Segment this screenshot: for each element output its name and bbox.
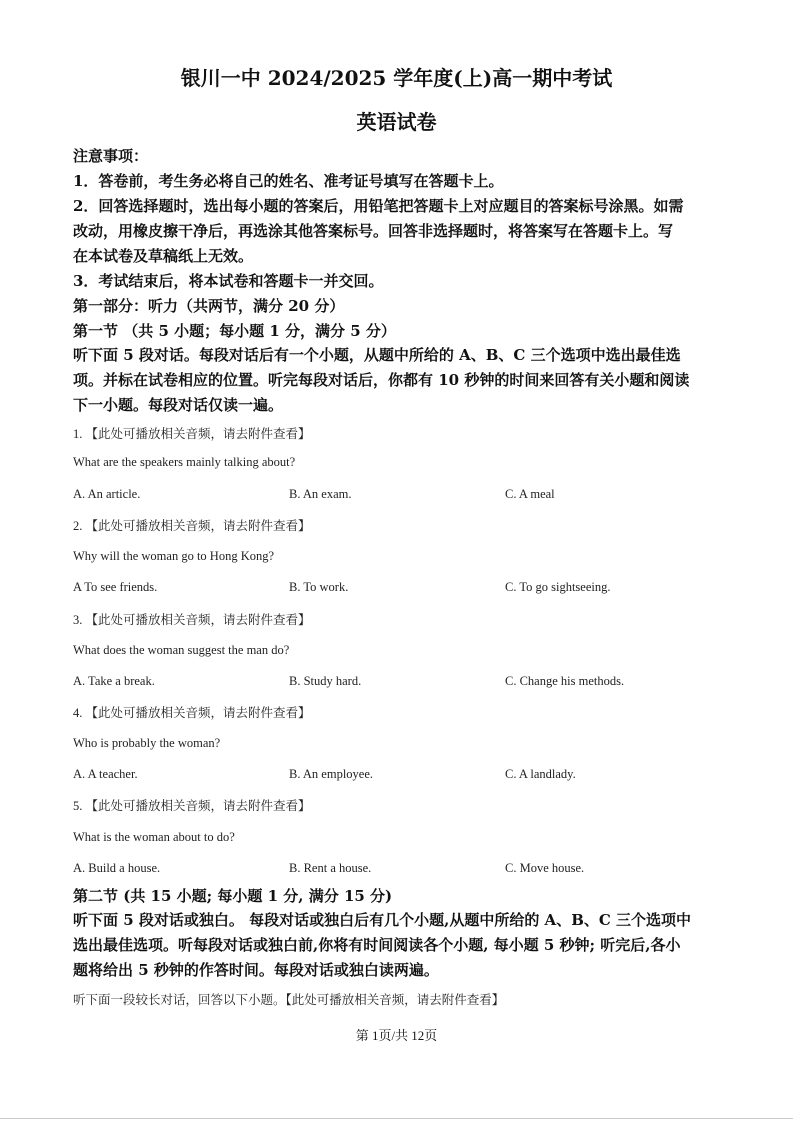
option-b[interactable]: B. An exam.	[289, 487, 352, 501]
question-text: Why will the woman go to Hong Kong?	[73, 549, 275, 563]
notes-line: 改动，用橡皮擦干净后，再选涂其他答案标号。回答非选择题时，将答案写在答题卡上。写	[73, 222, 674, 240]
option-a[interactable]: A. A teacher.	[73, 767, 138, 781]
option-b[interactable]: B. An employee.	[289, 767, 374, 781]
audio-placeholder[interactable]: 4. 【此处可播放相关音频，请去附件查看】	[73, 706, 311, 720]
notes-line: 在本试卷及草稿纸上无效。	[73, 247, 254, 265]
option-a[interactable]: A. Take a break.	[73, 674, 155, 688]
option-c[interactable]: C. Move house.	[505, 861, 585, 875]
option-c[interactable]: C. To go sightseeing.	[505, 580, 611, 594]
section2-heading: 第二节 (共 15 小题; 每小题 1 分, 满分 15 分)	[73, 887, 393, 905]
question-text: Who is probably the woman?	[73, 736, 221, 750]
notes-line: 3．考试结束后，将本试卷和答题卡一并交回。	[73, 272, 384, 290]
audio-placeholder[interactable]: 2. 【此处可播放相关音频，请去附件查看】	[73, 519, 311, 533]
option-a[interactable]: A. Build a house.	[73, 861, 161, 875]
option-c[interactable]: C. A meal	[505, 487, 555, 501]
question-text: What are the speakers mainly talking about?	[73, 455, 296, 469]
option-c[interactable]: C. Change his methods.	[505, 674, 625, 688]
exam-subtitle: 英语试卷	[356, 110, 437, 134]
notes-line: 1．答卷前，考生务必将自己的姓名、准考证号填写在答题卡上。	[73, 172, 504, 190]
section1-instruction: 听下面 5 段对话。每段对话后有一个小题，从题中所给的 A、B、C 三个选项中选出最佳选	[73, 346, 681, 364]
section2-instruction: 题将给出 5 秒钟的作答时间。每段对话或独白读两遍。	[73, 961, 439, 979]
question-text: What does the woman suggest the man do?	[73, 643, 290, 657]
exam-title: 银川一中 2024/2025 学年度(上)高一期中考试	[180, 66, 613, 90]
section2-instruction: 听下面 5 段对话或独白。 每段对话或独白后有几个小题,从题中所给的 A、B、C 三个选项中	[73, 911, 692, 929]
option-a[interactable]: A To see friends.	[73, 580, 158, 594]
option-c[interactable]: C. A landlady.	[505, 767, 576, 781]
audio-placeholder[interactable]: 1. 【此处可播放相关音频，请去附件查看】	[73, 427, 311, 441]
option-b[interactable]: B. To work.	[289, 580, 349, 594]
option-a[interactable]: A. An article.	[73, 487, 141, 501]
section1-heading: 第一节 （共 5 小题；每小题 1 分，满分 5 分）	[73, 322, 396, 340]
question-text: What is the woman about to do?	[73, 830, 235, 844]
audio-placeholder[interactable]: 5. 【此处可播放相关音频，请去附件查看】	[73, 799, 311, 813]
page-number: 第 1页/共 12页	[355, 1028, 438, 1043]
option-b[interactable]: B. Rent a house.	[289, 861, 372, 875]
option-b[interactable]: B. Study hard.	[289, 674, 362, 688]
section1-instruction: 下一小题。每段对话仅读一遍。	[73, 396, 284, 414]
section2-instruction: 选出最佳选项。听每段对话或独白前,你将有时间阅读各个小题, 每小题 5 秒钟; 听完后,各小	[73, 936, 681, 954]
audio-placeholder[interactable]: 听下面一段较长对话，回答以下小题。【此处可播放相关音频，请去附件查看】	[73, 993, 505, 1007]
page-divider	[0, 1118, 793, 1119]
notes-line: 2．回答选择题时，选出每小题的答案后，用铅笔把答题卡上对应题目的答案标号涂黑。如需	[73, 197, 684, 215]
notes-heading: 注意事项：	[73, 147, 149, 165]
section1-instruction: 项。并标在试卷相应的位置。听完每段对话后，你都有 10 秒钟的时间来回答有关小题和阅读	[73, 371, 690, 389]
part1-heading: 第一部分：听力（共两节，满分 20 分）	[73, 297, 345, 315]
audio-placeholder[interactable]: 3. 【此处可播放相关音频，请去附件查看】	[73, 613, 311, 627]
